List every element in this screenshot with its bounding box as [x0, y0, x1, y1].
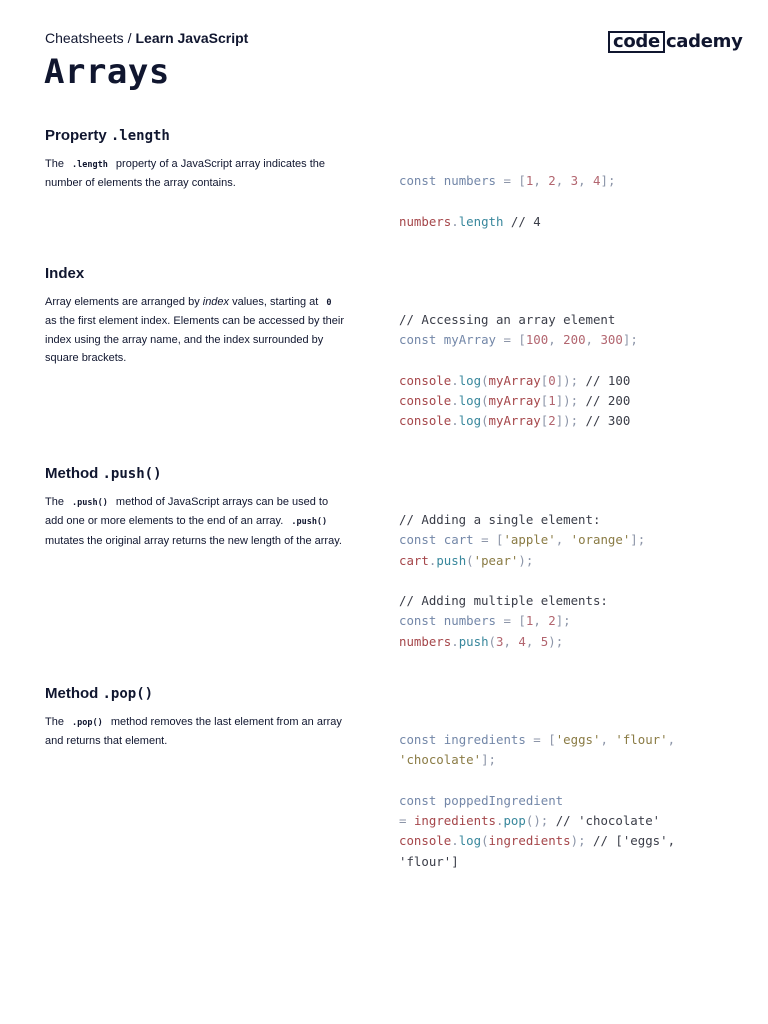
code-token: const: [399, 332, 437, 348]
code-line: [399, 371, 729, 391]
code-token: ,: [533, 173, 549, 188]
code-token: [: [540, 372, 549, 388]
code-token: cart: [399, 552, 429, 568]
code-token: numbers: [399, 213, 452, 229]
code-token: 'flour']: [399, 853, 459, 869]
code-token: 1: [548, 393, 556, 409]
code-token: =: [399, 813, 407, 829]
code-token: 1: [525, 613, 534, 629]
code-token: (: [481, 372, 489, 388]
inline-code: .push(): [291, 517, 328, 528]
code-token: =: [533, 732, 541, 747]
code-token: numbers: [399, 633, 452, 649]
code-token: myArray: [488, 413, 541, 429]
section-heading-text: Method: [45, 685, 99, 702]
code-token: =: [503, 613, 511, 629]
code-token: ,: [667, 732, 676, 747]
code-token: ,: [555, 532, 571, 548]
inline-code: .push(): [72, 498, 108, 508]
code-token: .: [428, 552, 437, 568]
code-token: ingredients: [413, 813, 496, 829]
code-line: [399, 591, 729, 611]
code-token: ,: [525, 633, 541, 649]
code-token: [: [540, 393, 549, 409]
code-token: [: [510, 173, 526, 188]
code-token: pop: [503, 813, 526, 829]
code-token: 5: [540, 633, 549, 649]
code-block-length: [399, 171, 729, 232]
code-token: .: [451, 413, 459, 429]
section-description-push: [45, 493, 345, 550]
code-token: (: [481, 393, 489, 409]
code-token: 'flour': [615, 732, 668, 747]
code-line: [399, 330, 729, 350]
page-title: Arrays: [44, 52, 170, 92]
code-line: [399, 750, 729, 770]
section-heading-pop: [45, 684, 153, 704]
code-token: log: [458, 413, 482, 429]
desc-text: mutates the original array returns the new length of the array.: [45, 534, 342, 547]
section-heading-push: [45, 464, 162, 484]
desc-text: as the first element index. Elements can be accessed by their index using the array name, and the index surrounded by square brackets.: [45, 315, 344, 364]
code-token: .: [451, 833, 459, 849]
section-description-index: [45, 293, 345, 367]
code-token: console: [399, 372, 452, 388]
code-token: ingredients: [488, 833, 571, 849]
code-token: // 4: [503, 213, 541, 229]
logo-boxed-text: code: [608, 31, 665, 53]
code-token: ];: [481, 752, 496, 768]
code-blank-line: [399, 351, 729, 371]
code-blank-line: [399, 191, 729, 211]
code-token: console: [399, 413, 452, 429]
code-token: .: [496, 813, 504, 829]
code-token: =: [503, 332, 511, 348]
breadcrumb-root-link[interactable]: Cheatsheets: [45, 30, 124, 46]
code-token: console: [399, 393, 452, 409]
code-token: ingredients: [436, 732, 534, 747]
code-token: // 300: [578, 413, 631, 429]
code-token: const: [399, 732, 437, 747]
code-token: console: [399, 833, 452, 849]
code-token: 1: [525, 173, 534, 188]
code-token: .: [451, 633, 459, 649]
code-token: 'pear': [473, 552, 519, 568]
code-token: ]);: [555, 393, 579, 409]
code-token: numbers: [436, 173, 504, 188]
code-line: [399, 212, 729, 232]
section-description-pop: [45, 713, 345, 751]
code-token: (: [488, 633, 496, 649]
code-token: 3: [496, 633, 504, 649]
code-blank-line: [399, 771, 729, 791]
desc-text: values, starting at: [232, 296, 319, 308]
code-token: myArray: [436, 332, 504, 348]
code-token: ,: [548, 332, 564, 348]
code-token: .: [451, 393, 459, 409]
desc-text: The: [45, 716, 64, 728]
code-line: [399, 791, 729, 811]
code-token: ,: [585, 332, 601, 348]
code-token: 'apple': [503, 532, 556, 548]
code-token: [406, 813, 413, 828]
code-token: 3: [570, 173, 579, 188]
code-token: [: [540, 732, 556, 747]
code-token: // 'chocolate': [548, 813, 661, 829]
code-token: .: [451, 372, 459, 388]
code-line: [399, 411, 729, 431]
code-token: // 200: [578, 393, 631, 409]
code-token: );: [518, 552, 534, 568]
code-token: 2: [548, 413, 556, 429]
code-line: [399, 530, 729, 550]
code-token: 'chocolate': [399, 752, 482, 768]
breadcrumb-current-link[interactable]: Learn JavaScript: [135, 30, 249, 46]
code-token: // 100: [578, 372, 631, 388]
section-heading-text: Index: [45, 265, 85, 282]
code-token: .: [451, 213, 459, 229]
code-blank-line: [399, 571, 729, 591]
code-token: =: [503, 173, 511, 188]
code-token: push: [458, 633, 489, 649]
code-block-index: [399, 310, 729, 432]
inline-code: 0: [326, 298, 332, 308]
code-token: 2: [548, 613, 556, 629]
code-token: const: [399, 173, 437, 188]
desc-text: method removes the last element from an array and returns that element.: [45, 716, 342, 748]
desc-text: property of a JavaScript array indicates the number of elements the array contains.: [45, 158, 326, 190]
code-token: log: [458, 372, 482, 388]
code-token: const: [399, 532, 437, 548]
logo-rest-text: cademy: [665, 31, 743, 52]
desc-text: The: [45, 158, 64, 170]
code-token: =: [481, 532, 489, 548]
code-token: ]);: [555, 372, 579, 388]
code-token: [: [540, 413, 549, 429]
code-token: const: [399, 613, 437, 629]
code-line: [399, 551, 729, 571]
code-line: [399, 811, 729, 831]
code-token: 4: [518, 633, 526, 649]
code-token: ,: [578, 173, 594, 188]
code-line: [399, 310, 729, 330]
codecademy-logo[interactable]: [608, 31, 743, 53]
code-line: [399, 391, 729, 411]
section-heading-text: Property: [45, 127, 107, 144]
section-heading-text: Method: [45, 465, 99, 482]
code-token: ,: [503, 633, 519, 649]
code-line: [399, 852, 729, 872]
code-token: ,: [600, 732, 616, 747]
code-token: 0: [548, 372, 556, 388]
code-line: [399, 171, 729, 191]
code-token: 'orange': [570, 532, 631, 548]
section-heading-code: .push(): [102, 466, 162, 482]
code-block-pop: [399, 730, 729, 872]
code-token: myArray: [488, 372, 541, 388]
code-token: // ['eggs',: [585, 833, 676, 849]
code-line: [399, 510, 729, 530]
section-heading-code: .length: [110, 128, 170, 144]
code-token: log: [458, 833, 482, 849]
code-token: ];: [600, 173, 616, 188]
section-description-length: [45, 155, 345, 193]
breadcrumb: [45, 29, 248, 47]
section-heading-code: .pop(): [102, 686, 154, 702]
code-token: 100: [525, 332, 549, 348]
desc-emphasis: index: [202, 296, 230, 308]
code-token: 200: [563, 332, 586, 348]
code-token: 2: [548, 173, 556, 188]
code-token: // Adding a single element:: [399, 512, 601, 527]
code-token: (: [481, 833, 489, 849]
code-token: 300: [600, 332, 623, 348]
inline-code: .pop(): [72, 718, 103, 728]
code-block-push: [399, 510, 729, 652]
code-token: );: [570, 833, 586, 849]
code-token: ];: [630, 532, 646, 548]
code-token: push: [436, 552, 467, 568]
desc-text: The: [45, 496, 64, 508]
code-token: (: [481, 413, 489, 429]
code-token: myArray: [488, 393, 541, 409]
code-token: // Accessing an array element: [399, 312, 616, 327]
section-heading-length: [45, 126, 170, 146]
code-token: cart: [436, 532, 482, 548]
code-token: ();: [525, 813, 549, 829]
desc-text: method of JavaScript arrays can be used to add one or more elements to the end of an array.: [45, 496, 329, 528]
section-heading-index: [45, 264, 84, 284]
code-line: [399, 632, 729, 652]
code-line: [399, 730, 729, 750]
code-token: // Adding multiple elements:: [399, 593, 608, 609]
code-token: 4: [593, 173, 601, 188]
code-token: ];: [555, 613, 571, 629]
breadcrumb-separator: /: [127, 30, 132, 46]
code-token: [: [510, 332, 526, 348]
code-token: ,: [533, 613, 549, 629]
code-token: ,: [555, 173, 571, 188]
code-token: poppedIngredient: [436, 792, 564, 808]
code-token: [: [510, 613, 526, 629]
code-token: ]);: [555, 413, 579, 429]
code-token: 'eggs': [555, 732, 601, 747]
code-token: const: [399, 792, 437, 808]
desc-text: Array elements are arranged by: [45, 296, 200, 308]
code-token: (: [466, 552, 474, 568]
code-line: [399, 611, 729, 631]
code-token: ];: [622, 332, 638, 348]
code-token: length: [458, 213, 504, 229]
code-token: [: [488, 532, 504, 548]
code-token: log: [458, 393, 482, 409]
code-token: );: [548, 633, 564, 649]
code-token: numbers: [436, 613, 504, 629]
code-line: [399, 831, 729, 851]
inline-code: .length: [72, 160, 108, 170]
